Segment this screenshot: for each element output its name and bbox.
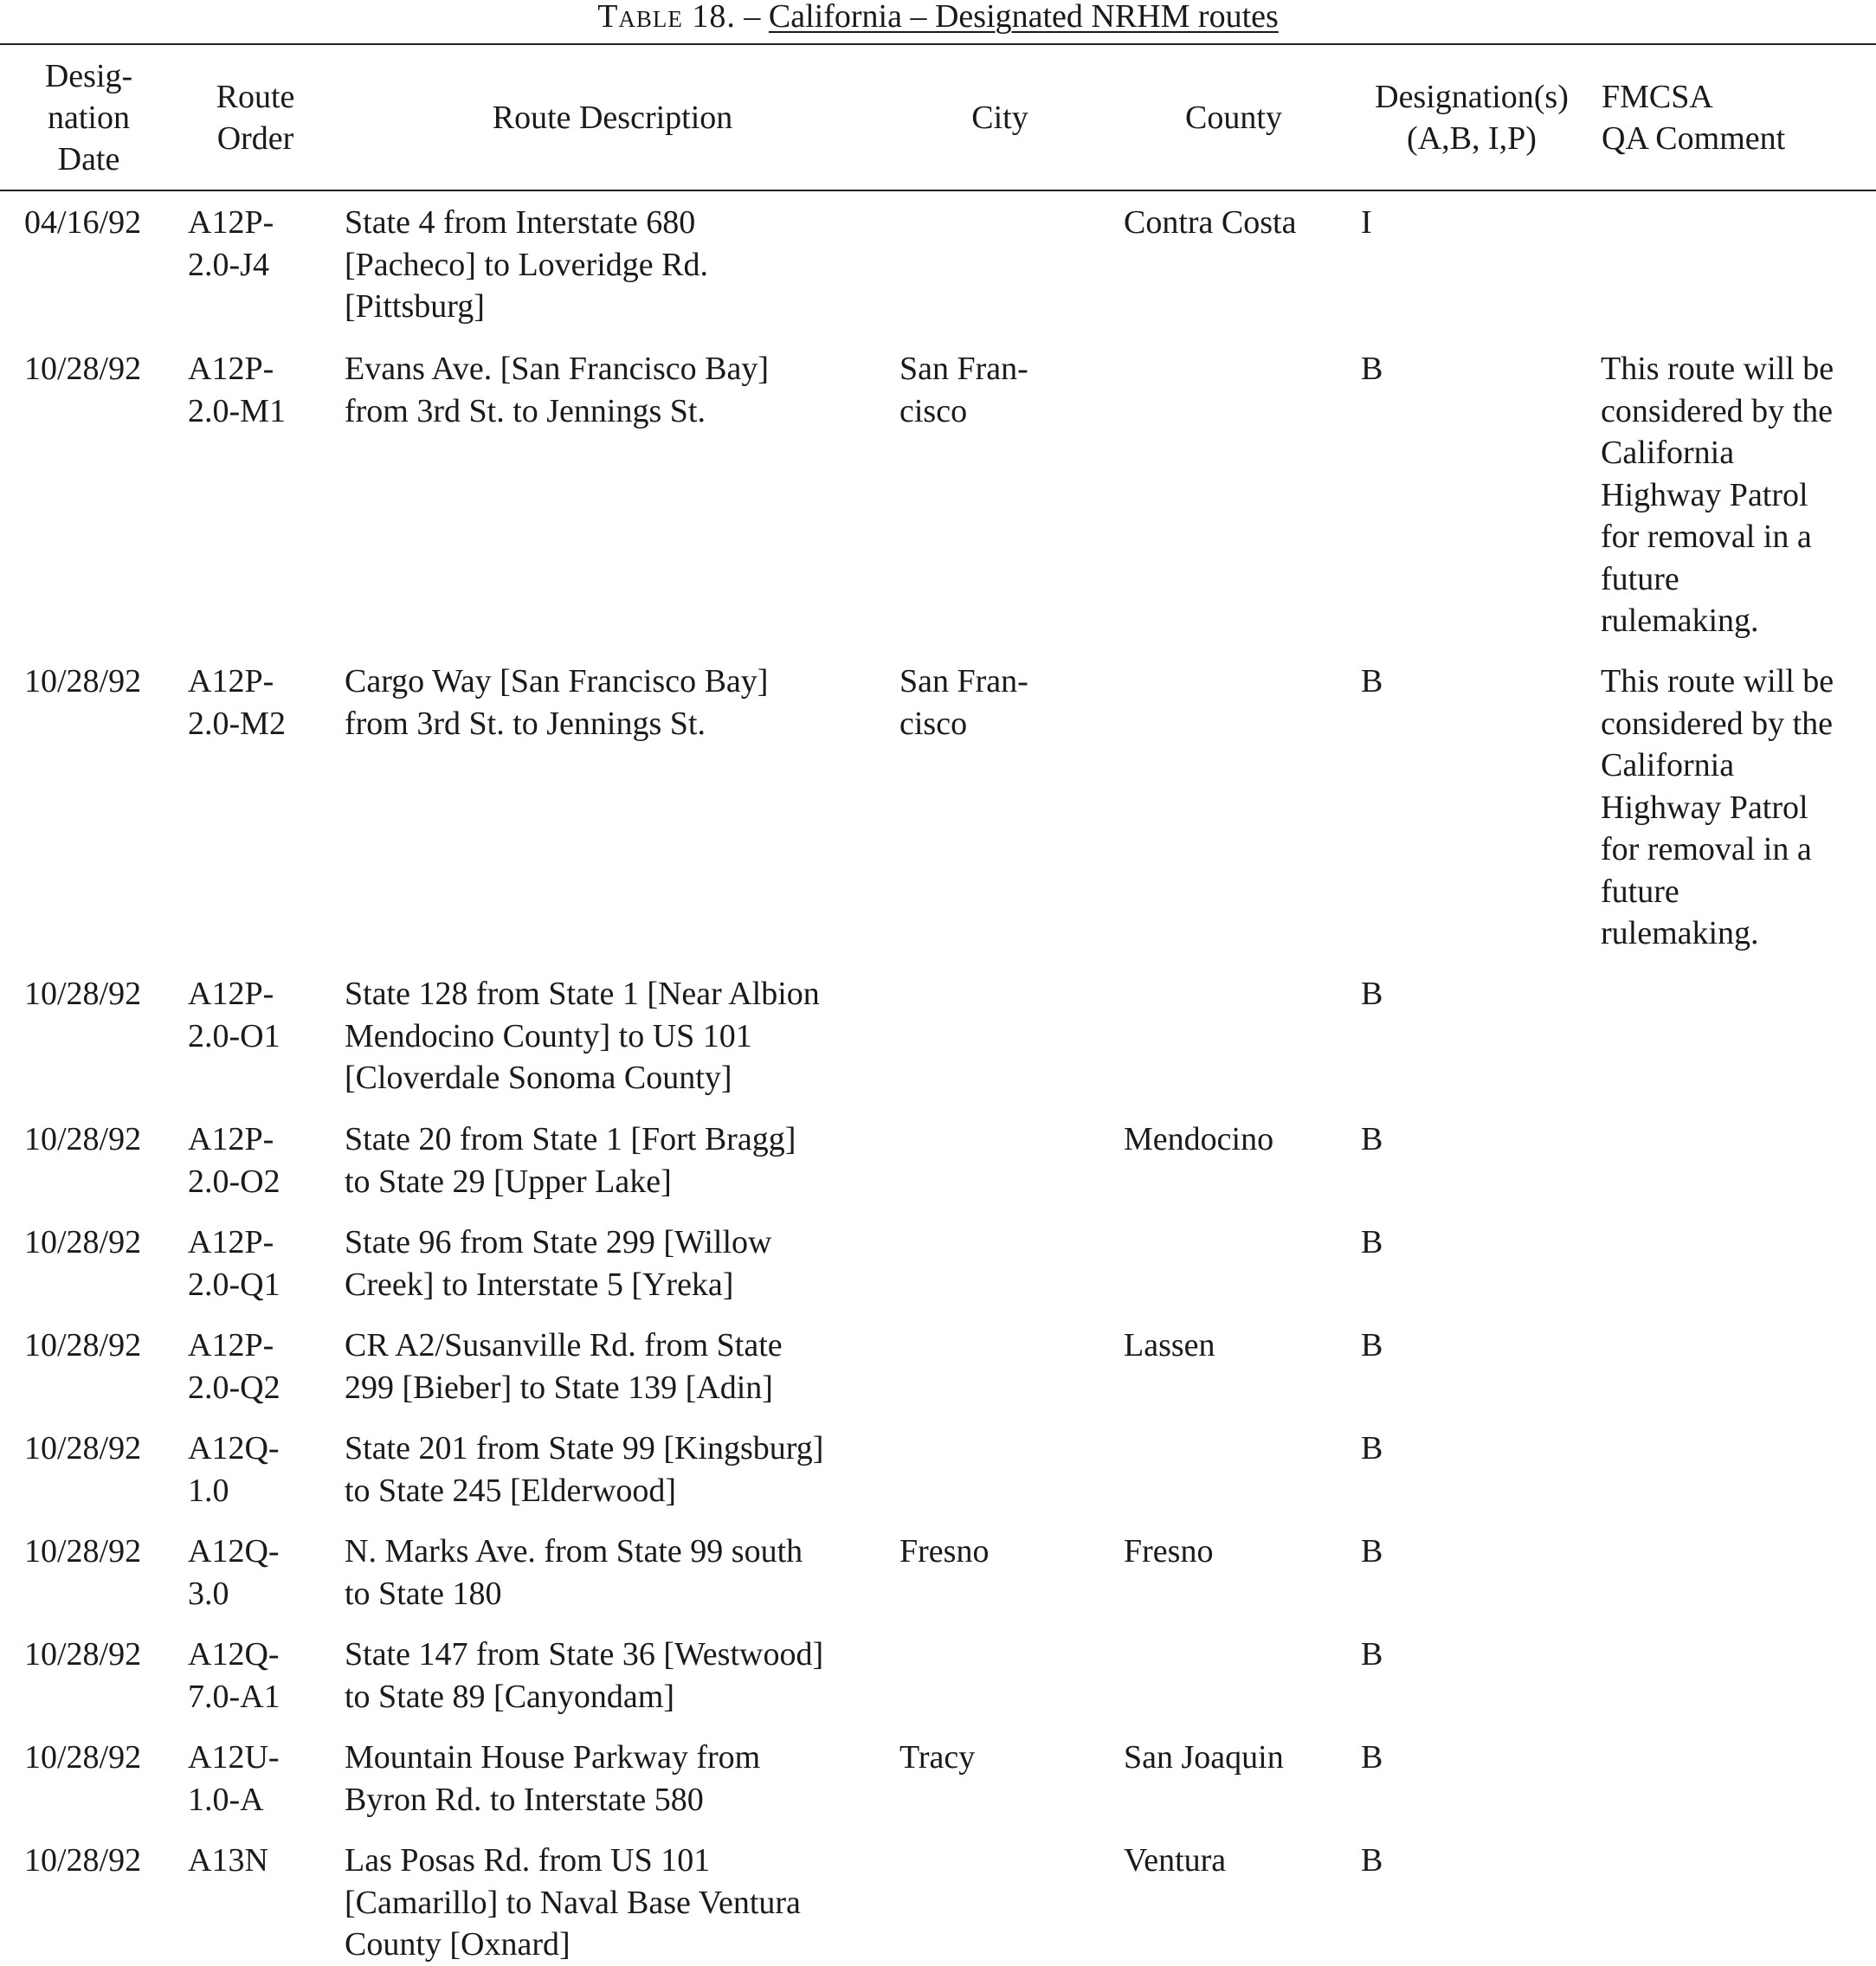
cell-route-order: A12P- 2.0-M1	[188, 351, 286, 429]
cell-designation-date: 10/28/92	[24, 1636, 142, 1673]
table-title: California – Designated NRHM routes	[768, 0, 1279, 35]
cell-route-order: A13N	[188, 1842, 268, 1879]
cell-county: Lassen	[1124, 1327, 1215, 1363]
cell-route-order: A12Q- 3.0	[188, 1533, 280, 1612]
cell-city: Tracy	[899, 1739, 976, 1776]
cell-route-description: State 96 from State 299 [Willow Creek] to Interstate 5 [Yreka]	[345, 1224, 772, 1303]
cell-route-order: A12P- 2.0-O2	[188, 1121, 280, 1200]
cell-designations: B	[1361, 1739, 1383, 1776]
cell-route-order: A12Q- 7.0-A1	[188, 1636, 280, 1715]
header-route-description: Route Description	[492, 100, 733, 136]
cell-route-description: State 20 from State 1 [Fort Bragg] to State 29 [Upper Lake]	[345, 1121, 796, 1200]
cell-county: Fresno	[1124, 1533, 1214, 1570]
cell-designations: B	[1361, 976, 1383, 1012]
cell-designations: B	[1361, 1430, 1383, 1466]
cell-city: San Fran- cisco	[899, 351, 1028, 429]
cell-route-description: State 147 from State 36 [Westwood] to State 89 [Canyondam]	[345, 1636, 824, 1715]
cell-city: Fresno	[899, 1533, 990, 1570]
header-county: County	[1185, 100, 1282, 136]
cell-fmcsa-qa-comment: This route will be considered by the California Highway Patrol for removal in a future rulemaking.	[1601, 351, 1834, 639]
cell-designations: B	[1361, 663, 1383, 699]
cell-designation-date: 04/16/92	[24, 204, 142, 241]
cell-route-order: A12P- 2.0-J4	[188, 204, 274, 283]
cell-route-description: Cargo Way [San Francisco Bay] from 3rd St. to Jennings St.	[345, 663, 769, 742]
cell-route-description: State 128 from State 1 [Near Albion Mendocino County] to US 101 [Cloverdale Sonoma County]	[345, 976, 820, 1096]
cell-designation-date: 10/28/92	[24, 1533, 142, 1570]
cell-designation-date: 10/28/92	[24, 976, 142, 1012]
cell-designation-date: 10/28/92	[24, 1430, 142, 1466]
cell-route-order: A12U- 1.0-A	[188, 1739, 280, 1818]
cell-designations: B	[1361, 1121, 1383, 1157]
header-designation-date: Desig- nation Date	[44, 58, 133, 177]
cell-designation-date: 10/28/92	[24, 351, 142, 387]
cell-designations: I	[1361, 204, 1372, 241]
cell-designation-date: 10/28/92	[24, 1327, 142, 1363]
header-designations: Designation(s) (A,B, I,P)	[1375, 79, 1569, 157]
cell-route-order: A12P- 2.0-Q2	[188, 1327, 280, 1406]
cell-designation-date: 10/28/92	[24, 1739, 142, 1776]
cell-county: San Joaquin	[1124, 1739, 1284, 1776]
cell-city: San Fran- cisco	[899, 663, 1028, 742]
cell-designations: B	[1361, 1636, 1383, 1673]
cell-designation-date: 10/28/92	[24, 1224, 142, 1260]
header-bottom-rule	[0, 190, 1876, 191]
table-caption	[0, 0, 1876, 33]
cell-route-description: State 201 from State 99 [Kingsburg] to State 245 [Elderwood]	[345, 1430, 824, 1509]
cell-route-description: Mountain House Parkway from Byron Rd. to Interstate 580	[345, 1739, 761, 1818]
cell-route-description: Evans Ave. [San Francisco Bay] from 3rd St. to Jennings St.	[345, 351, 770, 429]
cell-designation-date: 10/28/92	[24, 663, 142, 699]
cell-county: Ventura	[1124, 1842, 1227, 1879]
cell-county: Mendocino	[1124, 1121, 1274, 1157]
cell-designation-date: 10/28/92	[24, 1121, 142, 1157]
cell-county: Contra Costa	[1124, 204, 1297, 241]
cell-designations: B	[1361, 351, 1383, 387]
cell-designations: B	[1361, 1327, 1383, 1363]
cell-route-description: N. Marks Ave. from State 99 south to State 180	[345, 1533, 803, 1612]
caption-separator: –	[735, 0, 769, 35]
cell-route-description: State 4 from Interstate 680 [Pacheco] to Loveridge Rd. [Pittsburg]	[345, 204, 708, 325]
cell-route-order: A12P- 2.0-M2	[188, 663, 286, 742]
cell-fmcsa-qa-comment: This route will be considered by the California Highway Patrol for removal in a future rulemaking.	[1601, 663, 1834, 951]
cell-designation-date: 10/28/92	[24, 1842, 142, 1879]
cell-designations: B	[1361, 1842, 1383, 1879]
cell-designations: B	[1361, 1533, 1383, 1570]
header-route-order: Route Order	[216, 79, 295, 157]
cell-route-order: A12P- 2.0-O1	[188, 976, 280, 1054]
cell-route-order: A12Q- 1.0	[188, 1430, 280, 1509]
header-top-rule	[0, 43, 1876, 45]
cell-designations: B	[1361, 1224, 1383, 1260]
header-city: City	[971, 100, 1028, 136]
header-fmcsa-qa-comment: FMCSA QA Comment	[1602, 79, 1786, 157]
cell-route-description: CR A2/Susanville Rd. from State 299 [Bieber] to State 139 [Adin]	[345, 1327, 783, 1406]
table-label: Table 18.	[597, 0, 736, 35]
cell-route-order: A12P- 2.0-Q1	[188, 1224, 280, 1303]
cell-route-description: Las Posas Rd. from US 101 [Camarillo] to Naval Base Ventura County [Oxnard]	[345, 1842, 801, 1963]
